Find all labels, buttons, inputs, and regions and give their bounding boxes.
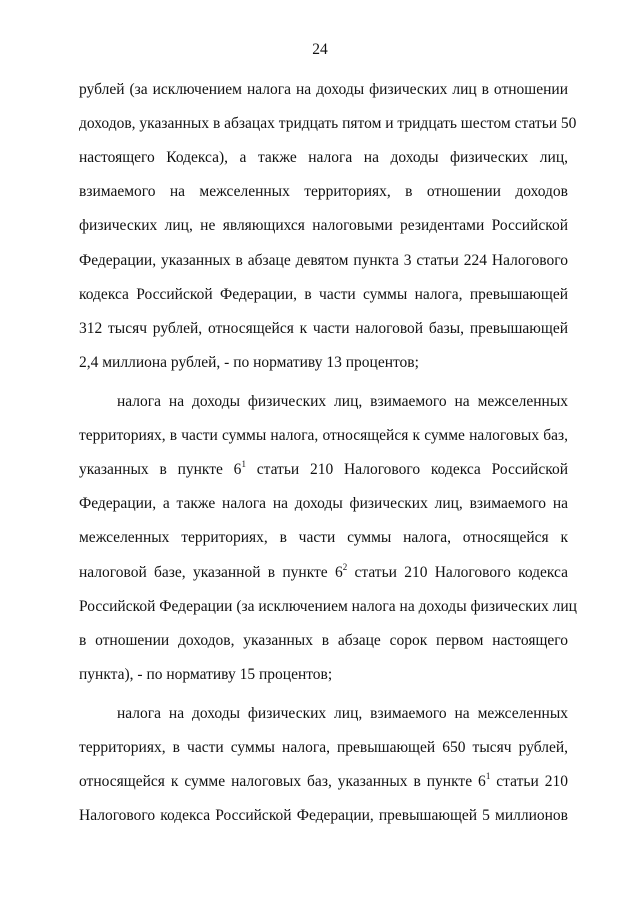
text-line: физических лиц, не являющихся налоговыми резидентами Российской	[79, 217, 568, 234]
text-line: настоящего Кодекса), а также налога на доходы физических лиц,	[79, 149, 568, 166]
text-segment: указанных в пункте 6	[79, 461, 242, 478]
text-segment: статьи 210	[490, 773, 568, 790]
text-line: в отношении доходов, указанных в абзаце сорок первом настоящего	[79, 632, 568, 649]
text-line: межселенных территориях, в части суммы налога, относящейся к	[79, 529, 568, 546]
superscript: 2	[342, 561, 348, 572]
text-line: доходов, указанных в абзацах тридцать пятом и тридцать шестом статьи 50	[79, 115, 577, 132]
page-number: 24	[312, 41, 328, 58]
text-line: взимаемого на межселенных территориях, в отношении доходов	[79, 183, 568, 200]
text-line: пункта), - по нормативу 15 процентов;	[79, 666, 333, 683]
text-line: 2,4 миллиона рублей, - по нормативу 13 процентов;	[79, 354, 419, 371]
text-segment: статьи 210 Налогового кодекса	[347, 564, 569, 581]
text-segment: налоговой базе, указанной в пункте 6	[79, 564, 343, 581]
text-line: Федерации, указанных в абзаце девятом пункта 3 статьи 224 Налогового	[79, 252, 568, 269]
text-line: кодекса Российской Федерации, в части суммы налога, превышающей	[79, 286, 568, 303]
text-line: территориях, в части суммы налога, превышающей 650 тысяч рублей,	[79, 739, 568, 756]
text-line: рублей (за исключением налога на доходы физических лиц в отношении	[79, 81, 568, 98]
text-line: территориях, в части суммы налога, относящейся к сумме налоговых баз,	[79, 427, 568, 444]
superscript: 1	[241, 458, 246, 469]
text-line: налога на доходы физических лиц, взимаемого на межселенных	[117, 705, 568, 722]
text-line: налога на доходы физических лиц, взимаемого на межселенных	[117, 393, 568, 410]
text-segment: статьи 210 Налогового кодекса Российской	[245, 461, 568, 478]
superscript: 1	[485, 770, 491, 781]
text-line: Российской Федерации (за исключением налога на доходы физических лиц	[79, 598, 577, 615]
text-segment: относящейся к сумме налоговых баз, указанных в пункте 6	[79, 773, 486, 790]
text-line	[79, 563, 568, 583]
text-line: Налогового кодекса Российской Федерации, превышающей 5 миллионов	[79, 807, 568, 824]
text-line: Федерации, а также налога на доходы физических лиц, взимаемого на	[79, 495, 568, 512]
text-line: 312 тысяч рублей, относящейся к части налоговой базы, превышающей	[79, 320, 568, 337]
text-line	[79, 460, 568, 480]
text-line	[79, 772, 568, 792]
